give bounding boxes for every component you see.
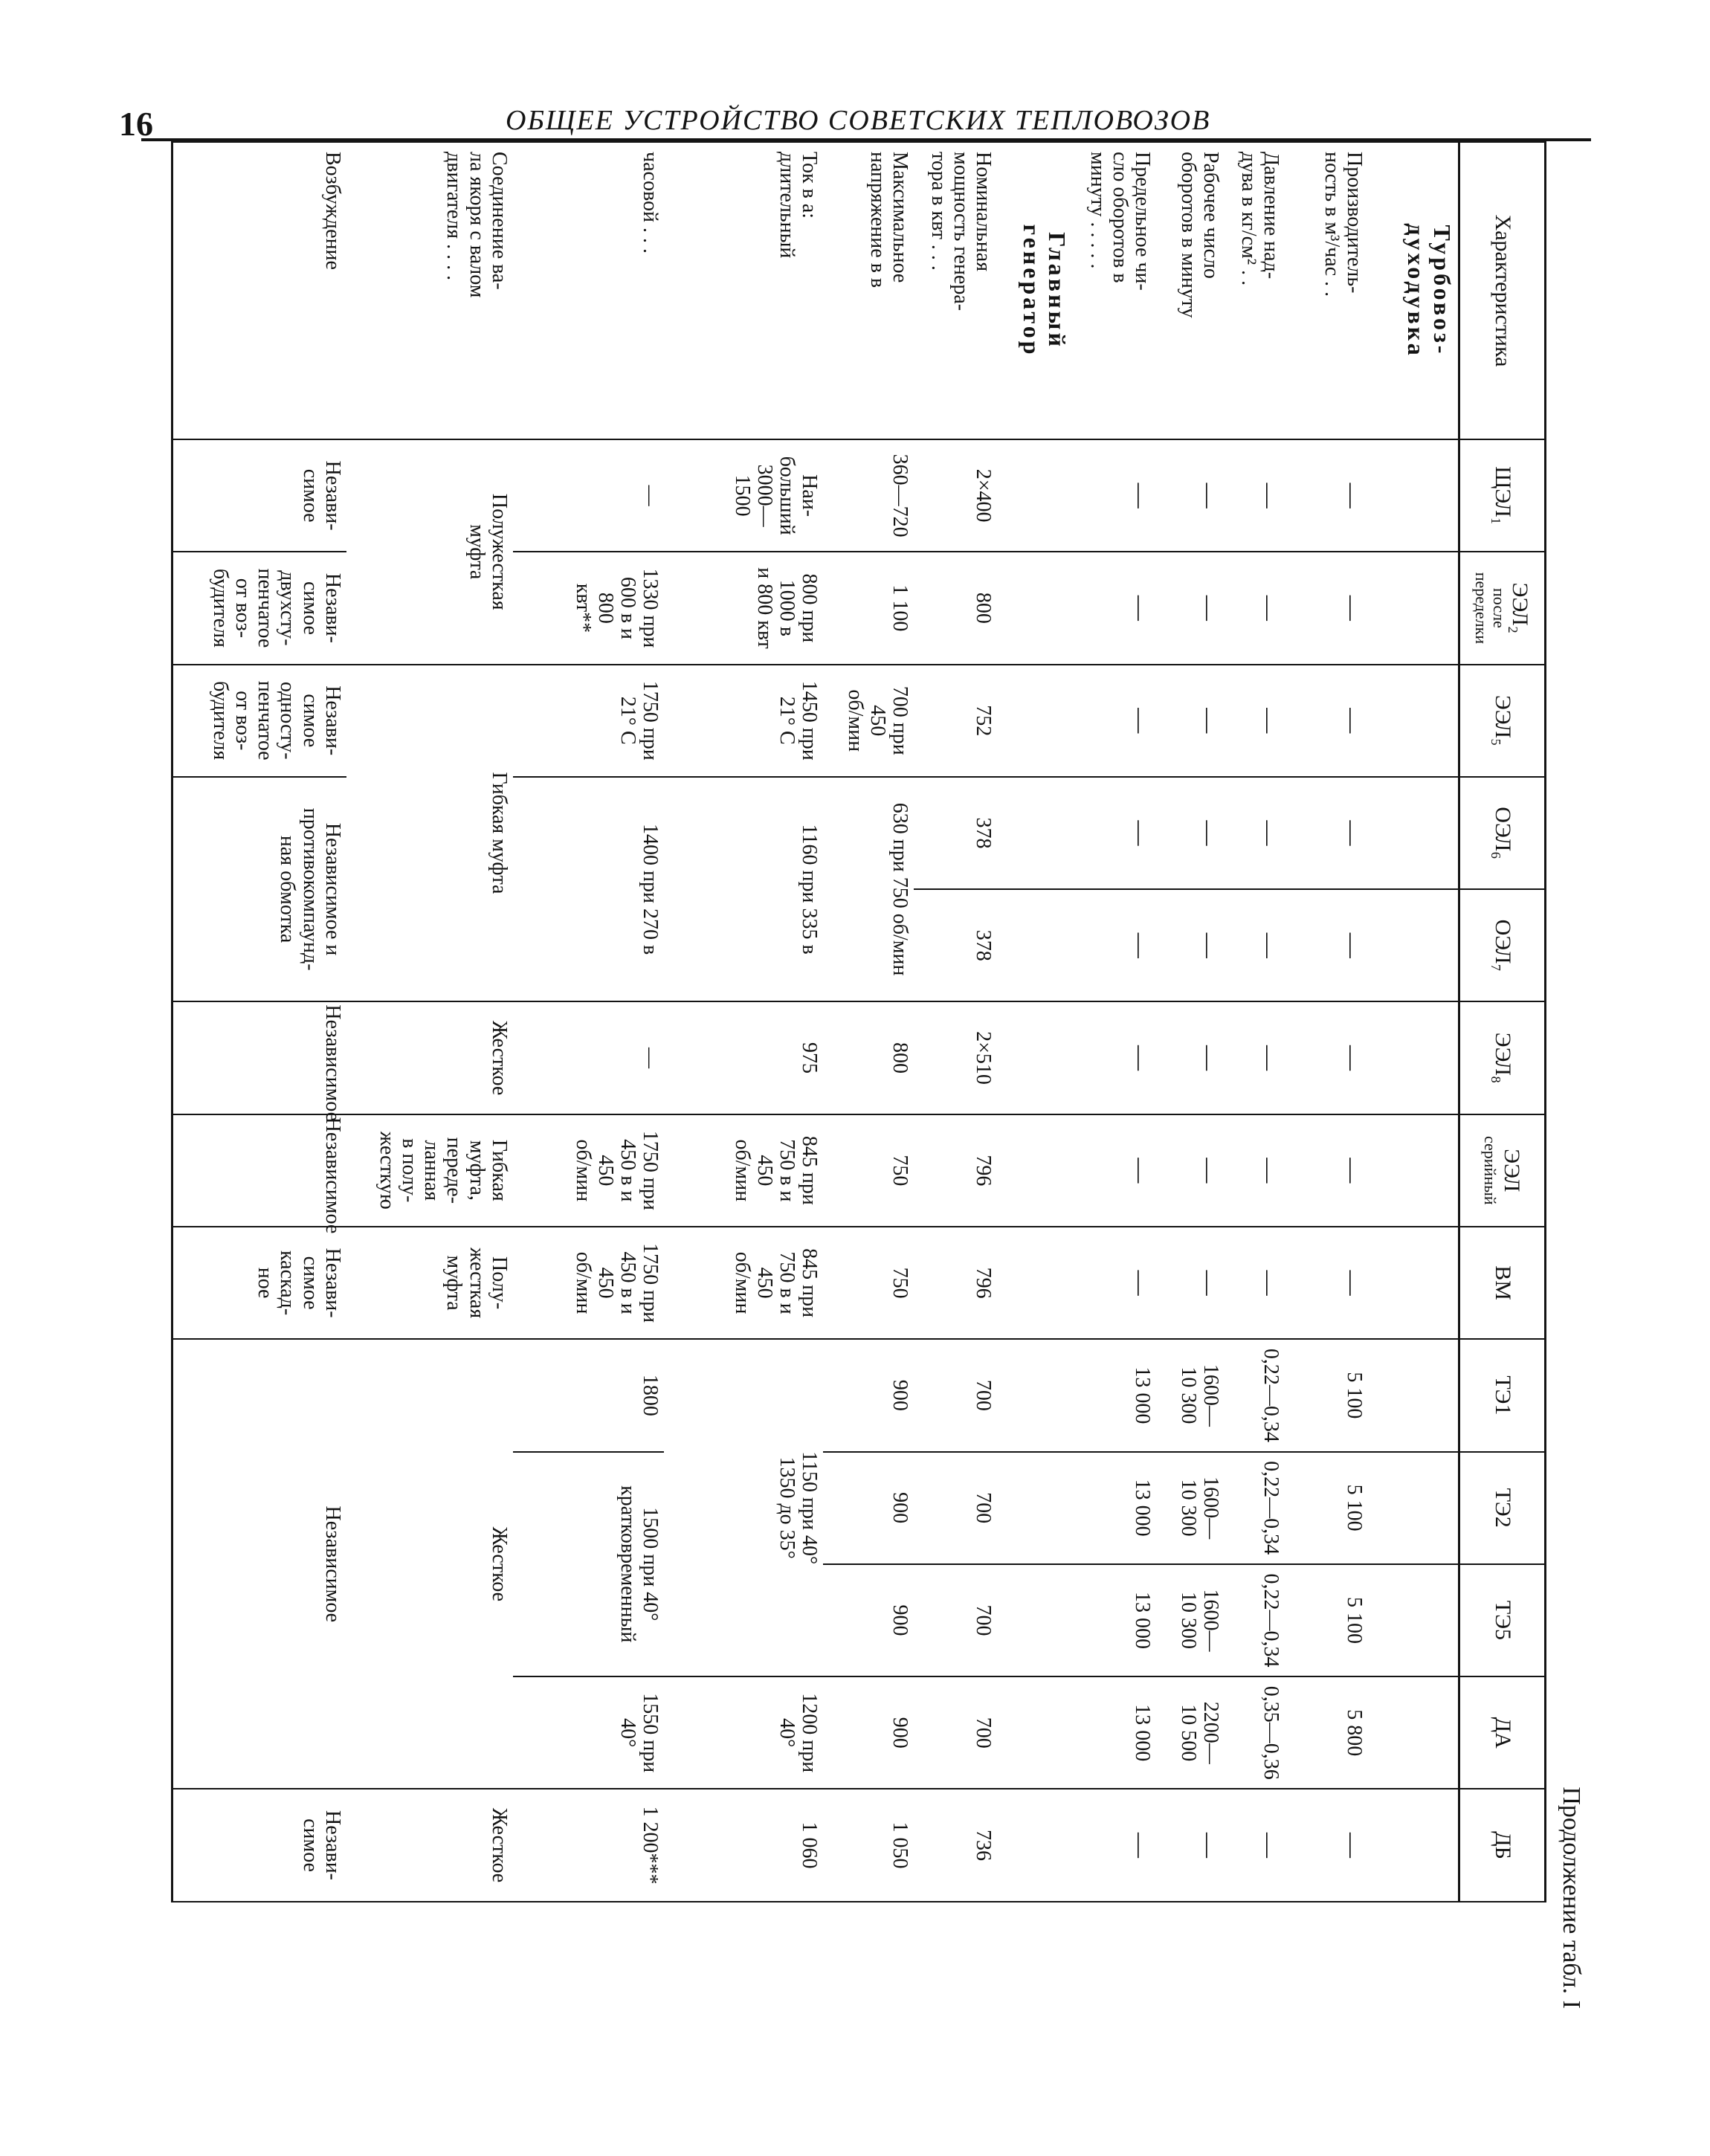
label-power: Номинальная мощность генера- тора в квт . . . <box>914 142 997 439</box>
cell-prod-eel5: — <box>1285 665 1368 777</box>
cell-maxrpm-te5: 13 000 <box>1073 1564 1156 1676</box>
cell-rpm-eel8: — <box>1156 1001 1225 1114</box>
cell-coupling-eel5-oel7: Гибкая муфта <box>346 665 513 1002</box>
cell-volt-te2: 900 <box>823 1452 914 1564</box>
cell-press-oel7: — <box>1225 889 1285 1001</box>
cell-curc-te: 1150 при 40° 1350 до 35° <box>664 1339 823 1676</box>
cell-volt-da: 900 <box>823 1676 914 1789</box>
cell-press-db: — <box>1225 1789 1285 1901</box>
label-current-continuous: Ток в а: длительный <box>664 142 823 439</box>
cell-press-eel5: — <box>1225 665 1285 777</box>
cell-power-te5: 700 <box>914 1564 997 1676</box>
col-vm: ВМ <box>1459 1227 1546 1339</box>
cell-volt-db: 1 050 <box>823 1789 914 1901</box>
col-te2: ТЭ2 <box>1459 1452 1546 1564</box>
row-coupling <box>346 142 513 2014</box>
cell-volt-vm: 750 <box>823 1227 914 1339</box>
cell-power-oel6: 378 <box>914 777 997 889</box>
row-generator-section <box>997 142 1073 2014</box>
cell-volt-oel67: 630 при 750 об/мин <box>823 777 914 1002</box>
col-eel2-name: ЭЭЛ₂ <box>1508 582 1533 634</box>
row-max-rpm <box>1073 142 1156 2014</box>
cell-prod-eel8: — <box>1285 1001 1368 1114</box>
cell-rpm-shel1: — <box>1156 439 1225 552</box>
cell-press-te1: 0,22—0,34 <box>1225 1339 1285 1451</box>
cell-maxrpm-db: — <box>1073 1789 1156 1901</box>
header-row <box>1459 142 1546 2014</box>
col-characteristic: Характеристика <box>1459 142 1546 439</box>
col-eel8: ЭЭЛ₈ <box>1459 1001 1546 1114</box>
cell-curc-shel1: Наи- больший 3000— 1500 <box>664 439 823 552</box>
cell-curh-eel: 1750 при 450 в и 450 об/мин <box>513 1114 665 1227</box>
cell-prod-te1: 5 100 <box>1285 1339 1368 1451</box>
cell-coupling-te: Жесткое <box>346 1339 513 1789</box>
cell-excite-db: Незави- симое <box>172 1789 346 1901</box>
cell-rpm-db: — <box>1156 1789 1225 1901</box>
col-eel-name: ЭЭЛ <box>1499 1149 1524 1192</box>
cell-prod-te5: 5 100 <box>1285 1564 1368 1676</box>
cell-volt-eel8: 800 <box>823 1001 914 1114</box>
col-shel1: ЩЭЛ₁ <box>1459 439 1546 552</box>
cell-volt-eel5: 700 при 450 об/мин <box>823 665 914 777</box>
specs-table <box>171 141 1546 2015</box>
row-working-rpm <box>1156 142 1225 2014</box>
cell-curc-da: 1200 при 40° <box>664 1676 823 1789</box>
cell-power-eel5: 752 <box>914 665 997 777</box>
col-oel7: ОЭЛ₇ <box>1459 889 1546 1001</box>
cell-curh-shel1: — <box>513 439 665 552</box>
row-productivity <box>1285 142 1368 2014</box>
cell-rpm-oel7: — <box>1156 889 1225 1001</box>
section-generator: Главный генератор <box>997 142 1073 439</box>
cell-excite-vm: Незави- симое каскад- ное <box>172 1227 346 1339</box>
cell-excite-eel2: Незави- симое двухсту- пенчатое от воз- будителя <box>172 552 346 664</box>
cell-maxrpm-oel6: — <box>1073 777 1156 889</box>
cell-maxrpm-te2: 13 000 <box>1073 1452 1156 1564</box>
cell-curh-te1: 1800 <box>513 1339 665 1451</box>
cell-prod-oel6: — <box>1285 777 1368 889</box>
cell-maxrpm-te1: 13 000 <box>1073 1339 1156 1451</box>
cell-maxrpm-vm: — <box>1073 1227 1156 1339</box>
cell-curh-eel5: 1750 при 21° С <box>513 665 665 777</box>
cell-curh-eel2: 1330 при 600 в и 800 квт** <box>513 552 665 664</box>
cell-press-te5: 0,22—0,34 <box>1225 1564 1285 1676</box>
cell-press-vm: — <box>1225 1227 1285 1339</box>
col-oel6: ОЭЛ₆ <box>1459 777 1546 889</box>
cell-curh-eel8: — <box>513 1001 665 1114</box>
row-voltage <box>823 142 914 2014</box>
cell-power-eel2: 800 <box>914 552 997 664</box>
cell-power-oel7: 378 <box>914 889 997 1001</box>
row-excitation <box>172 142 346 2014</box>
cell-excite-oel67: Независимое и противокомпаунд- ная обмотка <box>172 777 346 1002</box>
cell-coupling-eel: Гибкая муфта, переде- ланная в полу- жесткую <box>346 1114 513 1227</box>
cell-rpm-vm: — <box>1156 1227 1225 1339</box>
cell-power-eel: 796 <box>914 1114 997 1227</box>
cell-press-eel2: — <box>1225 552 1285 664</box>
cell-prod-shel1: — <box>1285 439 1368 552</box>
cell-power-eel8: 2×510 <box>914 1001 997 1114</box>
cell-power-te2: 700 <box>914 1452 997 1564</box>
col-db: ДБ <box>1459 1789 1546 1901</box>
cell-coupling-eel8: Жесткое <box>346 1001 513 1114</box>
cell-excite-eel5: Незави- симое односту- пенчатое от воз- будителя <box>172 665 346 777</box>
label-max-rpm: Предельное чи- сло оборотов в минуту . . . . . <box>1073 142 1156 439</box>
col-eel2 <box>1459 552 1546 664</box>
col-eel2-note: после переделки <box>1472 572 1509 645</box>
cell-prod-da: 5 800 <box>1285 1676 1368 1789</box>
cell-curc-eel: 845 при 750 в и 450 об/мин <box>664 1114 823 1227</box>
cell-curc-vm: 845 при 750 в и 450 об/мин <box>664 1227 823 1339</box>
cell-volt-shel1: 360—720 <box>823 439 914 552</box>
cell-power-te1: 700 <box>914 1339 997 1451</box>
cell-maxrpm-oel7: — <box>1073 889 1156 1001</box>
cell-press-eel8: — <box>1225 1001 1285 1114</box>
running-head: ОБЩЕЕ УСТРОЙСТВО СОВЕТСКИХ ТЕПЛОВОЗОВ <box>506 105 1211 136</box>
col-da: ДА <box>1459 1676 1546 1789</box>
rotated-table-panel <box>141 141 1591 2015</box>
cell-rpm-da: 2200— 10 500 <box>1156 1676 1225 1789</box>
table-caption: Продолжение табл. I <box>1558 1787 1585 2009</box>
cell-volt-te5: 900 <box>823 1564 914 1676</box>
cell-curc-db: 1 060 <box>664 1789 823 1901</box>
cell-press-shel1: — <box>1225 439 1285 552</box>
page-number: 16 <box>119 105 153 143</box>
cell-rpm-eel: — <box>1156 1114 1225 1227</box>
col-eel-note: серийный <box>1481 1135 1500 1205</box>
cell-press-eel: — <box>1225 1114 1285 1227</box>
cell-curc-oel67: 1160 при 335 в <box>664 777 823 1002</box>
cell-power-shel1: 2×400 <box>914 439 997 552</box>
cell-press-da: 0,35—0,36 <box>1225 1676 1285 1789</box>
cell-coupling-db: Жесткое <box>346 1789 513 1901</box>
cell-power-db: 736 <box>914 1789 997 1901</box>
col-eel-serial <box>1459 1114 1546 1227</box>
row-current-hourly <box>513 142 665 2014</box>
col-te1: ТЭ1 <box>1459 1339 1546 1451</box>
cell-maxrpm-shel1: — <box>1073 439 1156 552</box>
cell-prod-db: — <box>1285 1789 1368 1901</box>
section-turbo: Турбовоз- духодувка <box>1368 142 1459 439</box>
cell-curh-vm: 1750 при 450 в и 450 об/мин <box>513 1227 665 1339</box>
label-coupling: Соединение ва- ла якоря с валом двигателя . . . . <box>346 142 513 439</box>
cell-prod-te2: 5 100 <box>1285 1452 1368 1564</box>
cell-maxrpm-da: 13 000 <box>1073 1676 1156 1789</box>
cell-press-oel6: — <box>1225 777 1285 889</box>
label-excitation: Возбуждение <box>172 142 346 439</box>
cell-rpm-te5: 1600— 10 300 <box>1156 1564 1225 1676</box>
cell-maxrpm-eel8: — <box>1073 1001 1156 1114</box>
cell-curh-da: 1550 при 40° <box>513 1676 665 1789</box>
cell-volt-te1: 900 <box>823 1339 914 1451</box>
label-pressure: Давление над- дува в кг/см² . . <box>1225 142 1285 439</box>
cell-prod-eel2: — <box>1285 552 1368 664</box>
cell-curc-eel8: 975 <box>664 1001 823 1114</box>
cell-curh-oel67: 1400 при 270 в <box>513 777 665 1002</box>
label-productivity: Производитель- ность в м³/час . . <box>1285 142 1368 439</box>
cell-excite-eel8: Независимое <box>172 1001 346 1114</box>
cell-prod-vm: — <box>1285 1227 1368 1339</box>
label-voltage: Максимальное напряжение в в <box>823 142 914 439</box>
row-turbo-section <box>1368 142 1459 2014</box>
cell-curc-eel5: 1450 при 21° С <box>664 665 823 777</box>
cell-rpm-oel6: — <box>1156 777 1225 889</box>
cell-volt-eel: 750 <box>823 1114 914 1227</box>
cell-prod-oel7: — <box>1285 889 1368 1001</box>
cell-press-te2: 0,22—0,34 <box>1225 1452 1285 1564</box>
col-te5: ТЭ5 <box>1459 1564 1546 1676</box>
cell-rpm-eel2: — <box>1156 552 1225 664</box>
cell-rpm-te1: 1600— 10 300 <box>1156 1339 1225 1451</box>
cell-power-da: 700 <box>914 1676 997 1789</box>
cell-coupling-shel1-eel2: Полужесткая муфта <box>346 439 513 665</box>
row-pressure <box>1225 142 1285 2014</box>
cell-excite-te: Независимое <box>172 1339 346 1789</box>
cell-curh-db: 1 200*** <box>513 1789 665 1901</box>
cell-excite-shel1: Незави- симое <box>172 439 346 552</box>
cell-power-vm: 796 <box>914 1227 997 1339</box>
cell-maxrpm-eel: — <box>1073 1114 1156 1227</box>
row-current-continuous <box>664 142 823 2014</box>
cell-maxrpm-eel2: — <box>1073 552 1156 664</box>
cell-volt-eel2: 1 100 <box>823 552 914 664</box>
row-power <box>914 142 997 2014</box>
cell-prod-eel: — <box>1285 1114 1368 1227</box>
col-eel5: ЭЭЛ₅ <box>1459 665 1546 777</box>
label-working-rpm: Рабочее число оборотов в минуту <box>1156 142 1225 439</box>
cell-curc-eel2: 800 при 1000 в и 800 квт <box>664 552 823 664</box>
cell-excite-eel: Независимое <box>172 1114 346 1227</box>
cell-coupling-vm: Полу- жесткая муфта <box>346 1227 513 1339</box>
cell-curh-te: 1500 при 40° кратковременный <box>513 1452 665 1677</box>
cell-rpm-te2: 1600— 10 300 <box>1156 1452 1225 1564</box>
cell-maxrpm-eel5: — <box>1073 665 1156 777</box>
cell-rpm-eel5: — <box>1156 665 1225 777</box>
label-current-hourly: часовой . . . <box>513 142 665 439</box>
